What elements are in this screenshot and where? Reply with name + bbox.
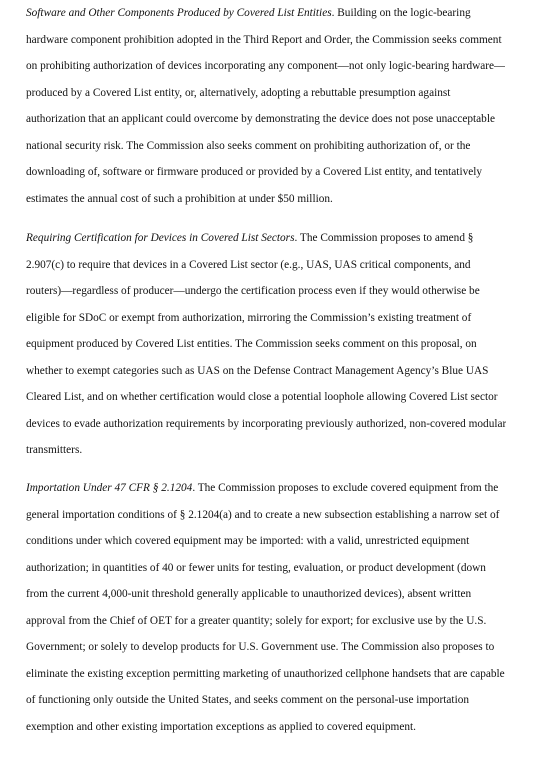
paragraph-line-text: . The Commission proposes to exclude covered equipment from the xyxy=(192,482,499,494)
paragraph-line: national security risk. The Commission also seeks comment on prohibiting authorization of, or the xyxy=(26,139,471,152)
paragraph-certification xyxy=(26,225,506,464)
paragraph-line: exemption and other existing importation exceptions as applied to covered equipment. xyxy=(26,720,416,733)
paragraph-line: produced by a Covered List entity, or, alternatively, adopting a rebuttable presumption against xyxy=(26,86,451,99)
paragraph-line: whether to exempt categories such as UAS on the Defense Contract Management Agency’s Blue UAS xyxy=(26,364,489,377)
paragraph-line xyxy=(26,225,506,252)
paragraph-line: estimates the annual cost of such a prohibition at under $50 million. xyxy=(26,192,333,205)
paragraph-line: routers)—regardless of producer—undergo the certification process even if they would otherwise be xyxy=(26,285,480,298)
paragraph-line: Cleared List, and on whether certification would close a potential loophole allowing Covered List sector xyxy=(26,391,498,404)
paragraph-line: from the current 4,000-unit threshold generally applicable to unauthorized devices), absent written xyxy=(26,588,472,601)
paragraph-line: general importation conditions of § 2.1204(a) and to create a new subsection establishing a narrow set of xyxy=(26,508,500,521)
paragraph-line: Government; or solely to develop products for U.S. Government use. The Commission also proposes to xyxy=(26,641,495,654)
paragraph-line xyxy=(26,0,505,27)
paragraph-line: conditions under which covered equipment may be imported: with a valid, unrestricted equipment xyxy=(26,535,470,548)
paragraph-line: downloading of, software or firmware produced or provided by a Covered List entity, and tentatively xyxy=(26,166,483,179)
paragraph-heading: Requiring Certification for Devices in Covered List Sectors xyxy=(26,232,295,244)
paragraph-line: 2.907(c) to require that devices in a Covered List sector (e.g., UAS, UAS critical components, and xyxy=(26,258,471,271)
paragraph-line: eligible for SDoC or exempt from authorization, mirroring the Commission’s existing treatment of xyxy=(26,311,472,324)
paragraph-line: approval from the Chief of OET for a greater quantity; solely for export; for exclusive use by the U.S. xyxy=(26,614,487,627)
paragraph-line-text: . Building on the logic-bearing xyxy=(331,7,471,19)
paragraph-line: of functioning only outside the United States, and seeks comment on the personal-use importation xyxy=(26,694,469,707)
paragraph-line: devices to evade authorization requirements by incorporating previously authorized, non-covered modular xyxy=(26,417,507,430)
paragraph-line: on prohibiting authorization of devices incorporating any component—not only logic-bearing hardware— xyxy=(26,60,506,73)
paragraph-heading: Importation Under 47 CFR § 2.1204 xyxy=(26,482,193,494)
paragraph-line: authorization; in quantities of 40 or fewer units for testing, evaluation, or product development (down xyxy=(26,561,486,574)
paragraph-line xyxy=(26,475,505,502)
paragraph-line: equipment produced by Covered List entities. The Commission seeks comment on this proposal, on xyxy=(26,338,477,351)
paragraph-line: authorization that an applicant could overcome by demonstrating the device does not pose unacceptable xyxy=(26,113,495,126)
paragraph-heading: Software and Other Components Produced by Covered List Entities xyxy=(26,7,332,19)
paragraph-line-text: . The Commission proposes to amend § xyxy=(294,232,474,244)
paragraph-software-components xyxy=(26,0,505,212)
paragraph-line: hardware component prohibition adopted in the Third Report and Order, the Commission seeks comment xyxy=(26,33,502,46)
paragraph-line: transmitters. xyxy=(26,444,83,457)
paragraph-line: eliminate the existing exception permitting marketing of unauthorized cellphone handsets that are capable xyxy=(26,667,505,680)
paragraph-importation xyxy=(26,475,505,740)
